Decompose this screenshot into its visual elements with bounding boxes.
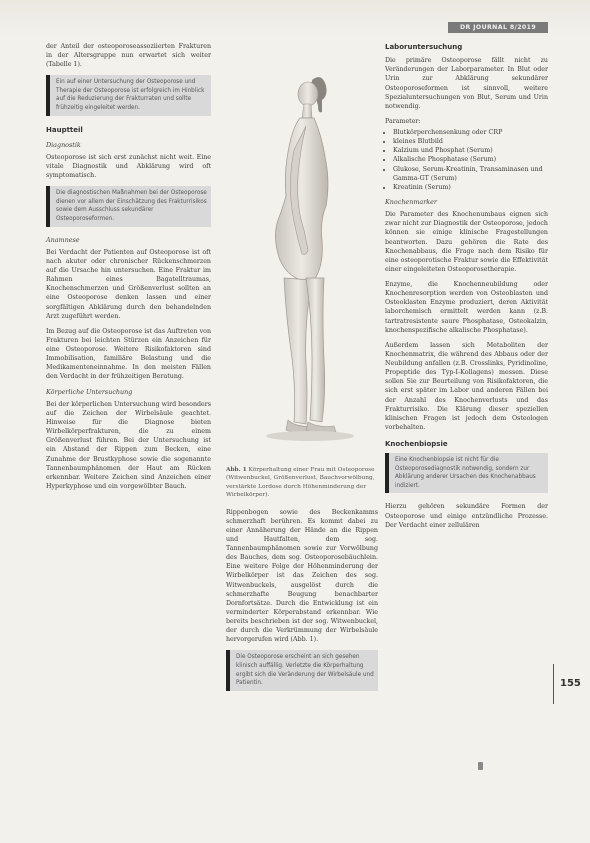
note-box: Ein auf einer Untersuchung der Osteoporose und Therapie der Osteoporose ist erfolgreich im Hinblick auf die Reduzierung der Frakturraten und sollte frühzeitig eingeleitet werden. xyxy=(46,75,211,115)
list-item: • Glukose, Serum-Kreatinin, Transaminasen und Gamma-GT (Serum) xyxy=(393,165,548,183)
paragraph-biopsie: Hierzu gehören sekundäre Formen der Osteoporose und einige entzündliche Prozesse. Der Verdacht einer zellulären xyxy=(385,503,548,529)
journal-tag: DR JOURNAL 8/2019 xyxy=(448,22,548,33)
woman-silhouette-icon xyxy=(226,42,378,462)
parameter-list xyxy=(385,128,548,192)
list-item: • Alkalische Phosphatase (Serum) xyxy=(393,155,548,164)
note-box: Eine Knochenbiopsie ist nicht für die Osteoporosediagnostik notwendig, sondern zur Abklärung anderer Ursachen des Knochenabbaus indiziert. xyxy=(385,453,548,493)
figure-caption xyxy=(226,466,378,500)
section-heading-hauptteil: Hauptteil xyxy=(46,125,83,134)
left-column xyxy=(46,42,211,497)
figure-woman-posture xyxy=(226,42,378,462)
right-column xyxy=(385,42,548,536)
page-number-rule xyxy=(553,664,554,704)
paragraph-anamnese: Bei Verdacht der Patienten auf Osteoporose ist oft nach akuter oder chronischer Rückenschmerzen auf die Ursache hin untersuchen. Eine Fraktur im Rahmen eines Bagatelltraumas, Knochenschmerzen und Größenverlust sollten an eine Osteoporose denken lassen und einer sorgfältigen Abklärung durch den behandelnden Arzt zugeführt werden. xyxy=(46,248,211,320)
list-item: • Kalzium und Phosphat (Serum) xyxy=(393,146,548,155)
subheading-koerperliche-untersuchung: Körperliche Untersuchung xyxy=(46,387,133,396)
subheading-anamnese: Anamnese xyxy=(46,235,80,244)
scan-mark xyxy=(478,762,483,770)
paragraph-diagnostik: Osteoporose ist sich erst zunächst nicht weit. Eine vitale Diagnostik und Abklärung wird oft symptomatisch. xyxy=(46,153,211,180)
paragraph-mid: Rippenbogen sowie des Beckenkamms schmerzhaft berühren. Es kommt dabei zu einer Annäherung der Hände an die Rippen und Hautfalten, dem sog. Tannenbaumphänomen sowie zur Vorwölbung des Bauches, dem sog. Osteoporosebäuchlein. Eine weitere Folge der Höhenminderung der Wirbelkörper ist das Zeichen des sog. Witwenbuckels, ausgelöst durch die schmerzhafte Beugung benachbarter Dornfortsätze. Durch die Entwicklung ist ein verminderter Körperabstand erkennbar. Wie bereits beschrieben ist der sog. Witwenbuckel, der durch die Verkrümmung der Wirbelsäule hervorgerufen wird (Abb. 1). xyxy=(226,508,378,644)
paragraph-bezug: Im Bezug auf die Osteoporose ist das Auftreten von Frakturen bei leichten Stürzen ein Anzeichen für eine Osteoporose. Weitere Risikofaktoren sind Immobilisation, familiäre Belastung und die Medikamenteneinnahme. In den meisten Fällen den Verdacht in der frühzeitigen Beratung. xyxy=(46,327,211,381)
section-heading-labor: Laboruntersuchung xyxy=(385,43,463,51)
list-item: • Blutkörperchensenkung oder CRP xyxy=(393,128,548,137)
note-box: Die diagnostischen Maßnahmen bei der Osteoporose dienen vor allem der Einschätzung des Frakturrisikos sowie dem Ausschluss sekundärer Osteoporoseformen. xyxy=(46,186,211,226)
paragraph-knochenmarker: Die Parameter des Knochenumbaus eignen sich zwar nicht zur Diagnostik der Osteoporose, jedoch können sie einige klinische Fragestellungen beantworten. Dazu gehören die Rate des Knochenabbaus, die Frage nach dem Risiko für eine osteoporotische Fraktur sowie die Effektivität einer eingeleiteten Osteoporosetherapie. xyxy=(385,211,548,273)
paragraph-ausserdem: Außerdem lassen sich Metaboliten der Knochenmatrix, die während des Abbaus oder der Neubildung anfallen (z.B. Crosslinks, Pyridinoline, Propeptide des Typ-I-Kollagens) messen. Diese sollen Sie zur Beurteilung von Risikofaktoren, die sich erst später im Labor und anderen Fällen bei der Anzahl des Knochenverlusts und das Frakturrisiko. Die Klärung dieser speziellen klinischen Fragen ist jedoch dem Osteologen vorbehalten. xyxy=(385,341,548,431)
page-number: 155 xyxy=(560,678,581,689)
caption-text: Körperhaltung einer Frau mit Osteoporose (Witwenbuckel, Größenverlust, Bauchvorwölbung, verstärkte Lordose durch Höhenminderung der Wirbelkörper). xyxy=(226,467,375,499)
subheading-knochenmarker: Knochenmarker xyxy=(385,197,437,206)
list-heading: Parameter: xyxy=(385,117,421,125)
caption-label: Abb. 1 xyxy=(226,467,247,473)
section-heading-knochenbiopsie: Knochenbiopsie xyxy=(385,440,448,449)
subheading-diagnostik: Diagnostik xyxy=(46,140,81,149)
paragraph-koerperliche-untersuchung: Bei der körperlichen Untersuchung wird besonders auf die Zeichen der Wirbelsäule geachtet. Hinweise für die Diagnose bieten Wirbelkörperfrakturen, die zu einem Größenverlust führen. Bei der Untersuchung ist ein Abstand der Rippen zum Becken, eine Zunahme der Brustkyphose sowie die sogenannte Tannenbaumphänomen der Haut am Rücken erkennbar. Weitere Zeichen sind Anzeichen einer Hyperkyphose und ein vorgewölbter Bauch. xyxy=(46,400,211,490)
paragraph-enzyme: Enzyme, die Knochenneubildung oder Knochenresorption werden von Osteoblasten und Osteoklasten Enzyme produziert, deren Aktivität laborchemisch ermittelt werden kann (z.B. tartratresistente saure Phosphatase, Osteokalzin, knochenspezifische alkalische Phosphatase). xyxy=(385,281,548,334)
middle-column xyxy=(226,42,378,700)
list-item: • Kreatinin (Serum) xyxy=(393,183,548,192)
note-box: Die Osteoporose erscheint an sich gesehen klinisch auffällig. Verletzte die Körperhaltung ergibt sich die Veränderung der Wirbelsäule und Patientin. xyxy=(226,650,378,690)
intro-paragraph: der Anteil der osteoporoseassoziierten Frakturen in der Altersgruppe nun erwartet sich weiter (Tabelle 1). xyxy=(46,43,211,69)
list-item: • kleines Blutbild xyxy=(393,137,548,146)
paragraph-labor: Die primäre Osteoporose fällt nicht zu Veränderungen der Laborparameter. In Blut oder Urin zur Abklärung sekundärer Osteoporoseformen ist sinnvoll, weitere Spezialuntersuchungen von Blut, Serum und Urin notwendig. xyxy=(385,57,548,110)
